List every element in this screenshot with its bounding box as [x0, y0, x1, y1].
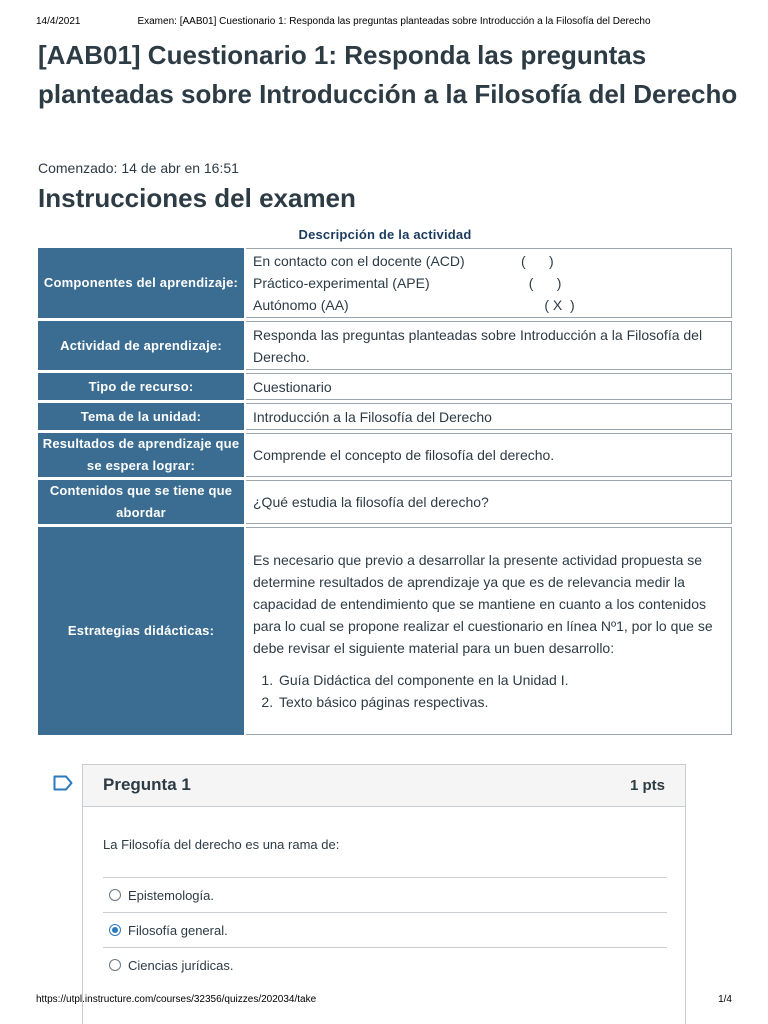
component-item: Autónomo (AA) ( X ) — [253, 297, 575, 313]
question-name: Pregunta 1 — [103, 775, 191, 794]
contents-value: ¿Qué estudia la filosofía del derecho? — [246, 480, 732, 524]
resource-type-value: Cuestionario — [246, 373, 732, 400]
answer-list — [103, 877, 667, 982]
components-label: Componentes del aprendizaje: — [38, 248, 244, 318]
strategy-step: 2. Texto básico páginas respectivas. — [277, 691, 725, 713]
contents-label: Contenidos que se tiene que abordar — [38, 480, 244, 524]
expected-results-row — [38, 433, 732, 477]
components-value — [246, 248, 732, 318]
components-row — [38, 248, 732, 318]
activity-label: Actividad de aprendizaje: — [38, 321, 244, 370]
activity-row — [38, 321, 732, 370]
answer-label: Filosofía general. — [128, 922, 228, 938]
started-value: 14 de abr en 16:51 — [121, 160, 239, 176]
activity-value: Responda las preguntas planteadas sobre Introducción a la Filosofía del Derecho. — [246, 321, 732, 370]
strategies-steps — [277, 669, 725, 713]
answer-label: Ciencias jurídicas. — [128, 957, 234, 973]
print-date: 14/4/2021 — [36, 16, 81, 27]
quiz-title: [AAB01] Cuestionario 1: Responda las preguntas planteadas sobre Introducción a la Filosofía del Derecho — [38, 40, 738, 109]
answer-option[interactable] — [103, 947, 667, 982]
strategies-row — [38, 527, 732, 735]
contents-row — [38, 480, 732, 524]
component-item: En contacto con el docente (ACD) ( ) — [253, 253, 554, 269]
radio-button[interactable] — [109, 959, 121, 971]
radio-button[interactable] — [109, 889, 121, 901]
radio-button-selected[interactable] — [109, 924, 121, 936]
activity-table — [38, 245, 732, 738]
unit-topic-value: Introducción a la Filosofía del Derecho — [246, 403, 732, 430]
answer-option[interactable] — [103, 877, 667, 912]
unit-topic-row — [38, 403, 732, 430]
print-header — [36, 16, 732, 30]
question-text: La Filosofía del derecho es una rama de: — [103, 837, 340, 852]
strategy-step: 1. Guía Didáctica del componente en la Unidad I. — [277, 669, 725, 691]
started-info — [38, 160, 243, 176]
expected-results-value: Comprende el concepto de filosofía del derecho. — [246, 433, 732, 477]
answer-option[interactable] — [103, 912, 667, 947]
strategies-label: Estrategias didácticas: — [38, 527, 244, 735]
unit-topic-label: Tema de la unidad: — [38, 403, 244, 430]
question-points: 1 pts — [629, 777, 665, 794]
footer-page-number: 1/4 — [718, 994, 732, 1005]
resource-type-row — [38, 373, 732, 400]
strategies-text: Es necesario que previo a desarrollar la presente actividad propuesta se determine resultados de aprendizaje ya que es de relevancia medir la capacidad de entendimiento que se mantiene en cuanto a los contenidos para lo cual se propone realizar el cuestionario en línea Nº1, por lo que se debe revisar el siguiente material para un buen desarrollo: — [253, 552, 713, 656]
question-header — [83, 765, 685, 807]
resource-type-label: Tipo de recurso: — [38, 373, 244, 400]
expected-results-label: Resultados de aprendizaje que se espera lograr: — [38, 433, 244, 477]
flag-icon[interactable] — [53, 775, 73, 791]
print-title: Examen: [AAB01] Cuestionario 1: Responda las preguntas planteadas sobre Introducción a la Filosofía del Derecho — [137, 16, 651, 27]
started-label: Comenzado: — [38, 160, 118, 176]
activity-caption: Descripción de la actividad — [298, 227, 472, 242]
answer-label: Epistemología. — [128, 887, 214, 903]
footer-url: https://utpl.instructure.com/courses/32356/quizzes/202034/take — [36, 994, 317, 1005]
print-footer — [36, 994, 732, 1008]
instructions-heading: Instrucciones del examen — [38, 183, 356, 213]
component-item: Práctico-experimental (APE) ( ) — [253, 275, 562, 291]
question-card — [82, 764, 686, 1024]
strategies-value — [246, 527, 732, 735]
